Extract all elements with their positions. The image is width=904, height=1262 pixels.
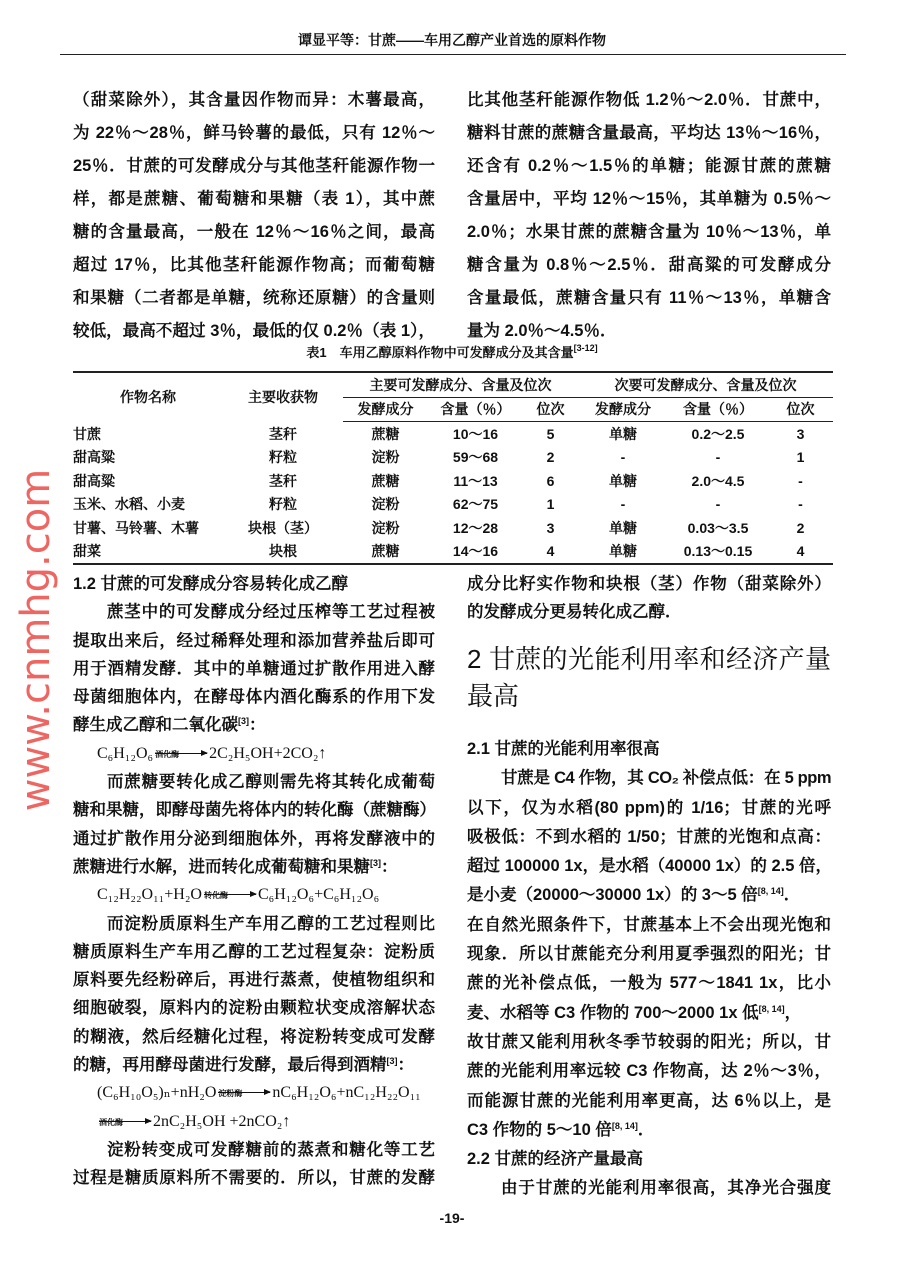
section-heading-line: 最高	[467, 681, 520, 711]
running-header: 谭显平等：甘蔗——车用乙醇产业首选的原料作物	[298, 32, 606, 48]
cell-p-rank: 2	[546, 449, 555, 466]
text-line: 提取出来后，经过稀释处理和添加营养盐后即可	[73, 631, 435, 650]
cell-p-rank: 5	[546, 425, 555, 442]
left-column-bottom	[73, 570, 435, 1193]
text-line: 的糊液，然后经糖化过程，将淀粉转变成可发酵	[73, 1027, 435, 1046]
text-line: 量为 2.0％～4.5％．	[467, 322, 617, 340]
cell-p-content: 12～28	[452, 519, 499, 536]
text-line: 还含有 0.2％～1.5％的单糖；能源甘蔗的蔗糖	[467, 157, 831, 175]
cell-harvest: 块根	[269, 543, 297, 560]
cell-harvest: 茎秆	[269, 425, 297, 442]
equation-starch-fermentation	[73, 1108, 435, 1136]
cell-p-comp: 淀粉	[371, 449, 400, 466]
cell-s-comp: -	[620, 496, 626, 513]
text-line: 故甘蔗又能利用秋冬季节较弱的阳光；所以，甘	[467, 1032, 831, 1051]
cell-s-content: 2.0～4.5	[691, 472, 745, 489]
enzyme-label: 淀粉酶	[218, 1089, 243, 1099]
citation: [8, 14]	[757, 886, 784, 897]
cell-harvest: 茎秆	[269, 472, 297, 489]
fermentable-components-table	[73, 371, 833, 565]
cell-s-comp: 单糖	[609, 472, 637, 489]
cell-s-rank: 4	[796, 543, 805, 560]
text-line: 而蔗糖要转化成乙醇则需先将其转化成葡萄	[107, 773, 435, 792]
arrow-icon	[155, 749, 207, 759]
text: ：	[397, 1056, 414, 1075]
text: 麦、水稻等 C3 作物的 700～2000 1x 低	[467, 1003, 759, 1022]
table-row	[73, 516, 833, 540]
text-line: 糖的含量最高，一般在 12％～16％之间，最高	[73, 223, 435, 241]
col-header-harvest: 主要收获物	[248, 389, 318, 406]
text-line: 糖料甘蔗的蔗糖含量最高，平均达 13％～16％，	[467, 124, 831, 142]
text-line: 含量最低，蔗糖含量只有 11％～13％，单糖含	[467, 289, 831, 307]
text-line	[73, 711, 435, 739]
text-line	[73, 853, 435, 881]
table-row	[73, 540, 833, 565]
section-heading-2	[467, 641, 831, 715]
text: ，	[784, 1003, 802, 1022]
cell-p-rank: 4	[546, 543, 555, 560]
col-header-s-rank: 位次	[768, 397, 833, 422]
cell-crop: 甘薯、马铃薯、木薯	[73, 519, 199, 536]
text: ．	[783, 886, 801, 905]
cell-p-comp: 蔗糖	[371, 472, 400, 489]
cell-p-comp: 淀粉	[371, 496, 400, 513]
right-column-bottom-a	[467, 570, 831, 626]
cell-p-content: 62～75	[452, 496, 499, 513]
text: 酵生成乙醇和二氧化碳	[73, 716, 238, 735]
equation-sucrose-hydrolysis	[73, 881, 435, 909]
text-line: 蔗的光能利用率远较 C3 作物高，达 2％～3％，	[467, 1062, 831, 1081]
section-heading-2-2: 2.2 甘蔗的经济产量最高	[467, 1150, 644, 1169]
cell-crop: 甜菜	[73, 543, 101, 560]
text-line: 2.0％；水果甘蔗的蔗糖含量为 10％～13％，单	[467, 223, 831, 241]
col-header-s-comp: 发酵成分	[578, 397, 668, 422]
text: ：	[249, 716, 266, 735]
cell-s-rank: 2	[796, 519, 805, 536]
citation: [8, 14]	[758, 1003, 785, 1014]
watermark: www.cnmhg.com	[13, 468, 59, 812]
right-column-top	[467, 84, 831, 348]
cell-p-rank: 1	[546, 496, 555, 513]
page-number: -19-	[439, 1210, 465, 1226]
cell-p-content: 10～16	[452, 425, 499, 442]
cell-s-comp: 单糖	[609, 519, 637, 536]
text-line: 用于酒精发酵．其中的单糖通过扩散作用进入酵	[73, 659, 435, 678]
cell-crop: 甜高粱	[73, 449, 115, 466]
cell-s-rank: -	[798, 496, 803, 513]
text-line: 糖含量为 0.8％～2.5％．甜高粱的可发酵成分	[467, 256, 831, 274]
cell-crop: 玉米、水稻、小麦	[73, 496, 185, 513]
table-row	[73, 493, 833, 517]
text-line	[467, 1116, 831, 1145]
text: ．	[637, 1120, 655, 1139]
text: 的糖，再用酵母菌进行发酵，最后得到酒精	[73, 1056, 387, 1075]
text-line: （甜菜除外），其含量因作物而异：木薯最高，	[73, 91, 435, 109]
cell-p-comp: 淀粉	[371, 519, 400, 536]
lhs: C₁₂H₂₂O₁₁+H₂O	[97, 886, 202, 904]
text-line	[73, 1051, 435, 1079]
col-header-crop: 作物名称	[120, 389, 176, 406]
text-line: 以下，仅为水稻(80 ppm)的 1/16；甘蔗的光呼	[467, 798, 831, 817]
left-column-top	[73, 84, 435, 348]
cell-harvest: 籽粒	[269, 496, 297, 513]
text-line: 糖和果糖，即酵母菌先将体内的转化酶（蔗糖酶）	[73, 801, 436, 820]
enzyme-label: 转化酶	[203, 891, 228, 901]
text-line: 和果糖（二者都是单糖，统称还原糖）的含量则	[73, 289, 435, 307]
cell-p-content: 14～16	[452, 543, 499, 560]
text-line: 含量居中，平均 12％～15％，其单糖为 0.5％～	[467, 190, 831, 208]
cell-s-comp: -	[620, 449, 626, 466]
text: C3 作物的 5～10 倍	[467, 1120, 612, 1139]
table-caption-text: 表1 车用乙醇原料作物中可发酵成分及其含量	[306, 345, 574, 360]
cell-p-comp: 蔗糖	[371, 543, 400, 560]
text-line: 由于甘蔗的光能利用率很高，其净光合强度	[501, 1179, 831, 1198]
equation-starch-hydrolysis	[73, 1079, 435, 1107]
cell-harvest: 块根（茎）	[248, 519, 318, 536]
col-header-p-comp: 发酵成分	[343, 397, 428, 422]
text-line: 比其他茎秆能源作物低 1.2％～2.0％．甘蔗中，	[467, 91, 831, 109]
equation-glucose-fermentation	[73, 740, 435, 768]
rhs: 2nC₂H₅OH +2nCO₂↑	[153, 1112, 291, 1130]
cell-s-content: 0.13～0.15	[683, 543, 753, 560]
enzyme-label: 酒化酶	[99, 1117, 123, 1127]
citation: [3]	[238, 716, 249, 727]
text: ：	[381, 857, 398, 876]
col-header-p-rank: 位次	[523, 397, 578, 422]
rhs: C₆H₁₂O₆+C₆H₁₂O₆	[257, 886, 380, 904]
col-header-s-content: 含量（％）	[668, 397, 768, 422]
text-line: 糖质原料生产车用乙醇的工艺过程复杂：淀粉质	[73, 942, 435, 961]
text-line: 成分比籽实作物和块根（茎）作物（甜菜除外）	[467, 575, 831, 593]
text-line: 通过扩散作用分泌到细胞体外，再将发酵液中的	[73, 829, 435, 848]
text-line: 母菌细胞体内，在酵母体内酒化酶系的作用下发	[73, 688, 435, 707]
citation: [8, 14]	[611, 1120, 638, 1131]
text-line: 为 22％～28％，鲜马铃薯的最低，只有 12％～	[73, 124, 435, 142]
text-line	[467, 999, 831, 1028]
cell-s-content: 0.2～2.5	[691, 425, 745, 442]
rhs: 2C₂H₅OH+2CO₂↑	[209, 744, 327, 762]
cell-p-content: 11～13	[453, 472, 498, 489]
cell-harvest: 籽粒	[269, 449, 297, 466]
text-line: 蔗茎中的可发酵成分经过压榨等工艺过程被	[107, 603, 435, 622]
table-row	[73, 469, 833, 493]
text: 是小麦（20000～30000 1x）的 3～5 倍	[467, 886, 758, 905]
cell-s-rank: 1	[796, 449, 805, 466]
cell-p-rank: 6	[546, 472, 555, 489]
text-line: 而能源甘蔗的光能利用率更高，达 6％以上，是	[467, 1091, 831, 1110]
text-line: 甘蔗是 C4 作物，其 CO₂ 补偿点低：在 5 ppm	[501, 769, 831, 788]
cell-s-comp: 单糖	[609, 425, 637, 442]
arrow-icon	[99, 1117, 151, 1127]
citation: [3]	[370, 857, 381, 868]
col-group-secondary: 次要可发酵成分、含量及位次	[578, 372, 833, 397]
citation: [3]	[386, 1056, 398, 1067]
cell-s-comp: 单糖	[609, 543, 637, 560]
cell-crop: 甜高粱	[73, 472, 115, 489]
text-line: 细胞破裂，原料内的淀粉由颗粒状变成溶解状态	[73, 999, 435, 1018]
cell-s-rank: 3	[796, 425, 805, 442]
text-line: 的发酵成分更易转化成乙醇．	[467, 603, 682, 621]
section-heading-2-1: 2.1 甘蔗的光能利用率很高	[467, 740, 660, 758]
lhs: (C₆H₁₀O₅)ₙ+nH₂O	[97, 1084, 217, 1102]
text-line: 淀粉转变成可发酵糖前的蒸煮和糖化等工艺	[107, 1140, 435, 1159]
right-column-bottom-b	[467, 735, 831, 1204]
text-line: 而淀粉质原料生产车用乙醇的工艺过程则比	[107, 914, 435, 933]
text-line	[467, 881, 831, 910]
col-group-primary: 主要可发酵成分、含量及位次	[343, 372, 578, 397]
cell-p-content: 59～68	[452, 449, 499, 466]
cell-s-content: -	[715, 449, 721, 466]
col-header-p-content: 含量（％）	[428, 397, 523, 422]
cell-crop: 甘蔗	[73, 425, 101, 442]
cell-s-rank: -	[798, 472, 803, 489]
text: 蔗糖进行水解，进而转化成葡萄糖和果糖	[73, 857, 370, 876]
text-line: 蔗的光补偿点低，一般为 577～1841 1x，比小	[467, 974, 831, 993]
lhs: C₆H₁₂O₆	[97, 744, 154, 762]
text-line: 原料要先经粉碎后，再进行蒸煮，使植物组织和	[73, 971, 435, 990]
table-row	[73, 446, 833, 470]
table-caption	[0, 342, 904, 361]
arrow-icon	[218, 1089, 270, 1099]
text-line: 超过 100000 1x，是水稻（40000 1x）的 2.5 倍，	[467, 857, 833, 876]
text-line: 较低，最高不超过 3％，最低的仅 0.2％（表 1），	[73, 322, 435, 340]
cell-p-comp: 蔗糖	[371, 425, 400, 442]
arrow-icon	[203, 891, 256, 901]
text-line: 现象．所以甘蔗能充分利用夏季强烈的阳光；甘	[467, 945, 831, 964]
header-rule	[60, 54, 846, 55]
text-line: 25％．甘蔗的可发酵成分与其他茎秆能源作物一	[73, 157, 435, 175]
table-row	[73, 422, 833, 446]
text-line: 超过 17％，比其他茎秆能源作物高；而葡萄糖	[73, 256, 435, 274]
text-line: 在自然光照条件下，甘蔗基本上不会出现光饱和	[467, 915, 831, 934]
cell-s-content: 0.03～3.5	[687, 519, 749, 536]
text-line: 过程是糖质原料所不需要的．所以，甘蔗的发酵	[73, 1169, 435, 1188]
rhs: nC₆H₁₂O₆+nC₁₂H₂₂O₁₁	[272, 1084, 421, 1102]
text-line: 吸极低：不到水稻的 1/50；甘蔗的光饱和点高：	[467, 827, 831, 846]
cell-p-rank: 3	[546, 519, 555, 536]
section-heading-line: 2 甘蔗的光能利用率和经济产量	[467, 644, 831, 674]
table-caption-ref: [3-12]	[573, 343, 598, 353]
enzyme-label: 酒化酶	[155, 749, 180, 759]
section-heading-1-2: 1.2 甘蔗的可发酵成分容易转化成乙醇	[73, 575, 349, 593]
cell-s-content: -	[715, 496, 721, 513]
text-line: 样，都是蔗糖、葡萄糖和果糖（表 1），其中蔗	[73, 190, 435, 208]
